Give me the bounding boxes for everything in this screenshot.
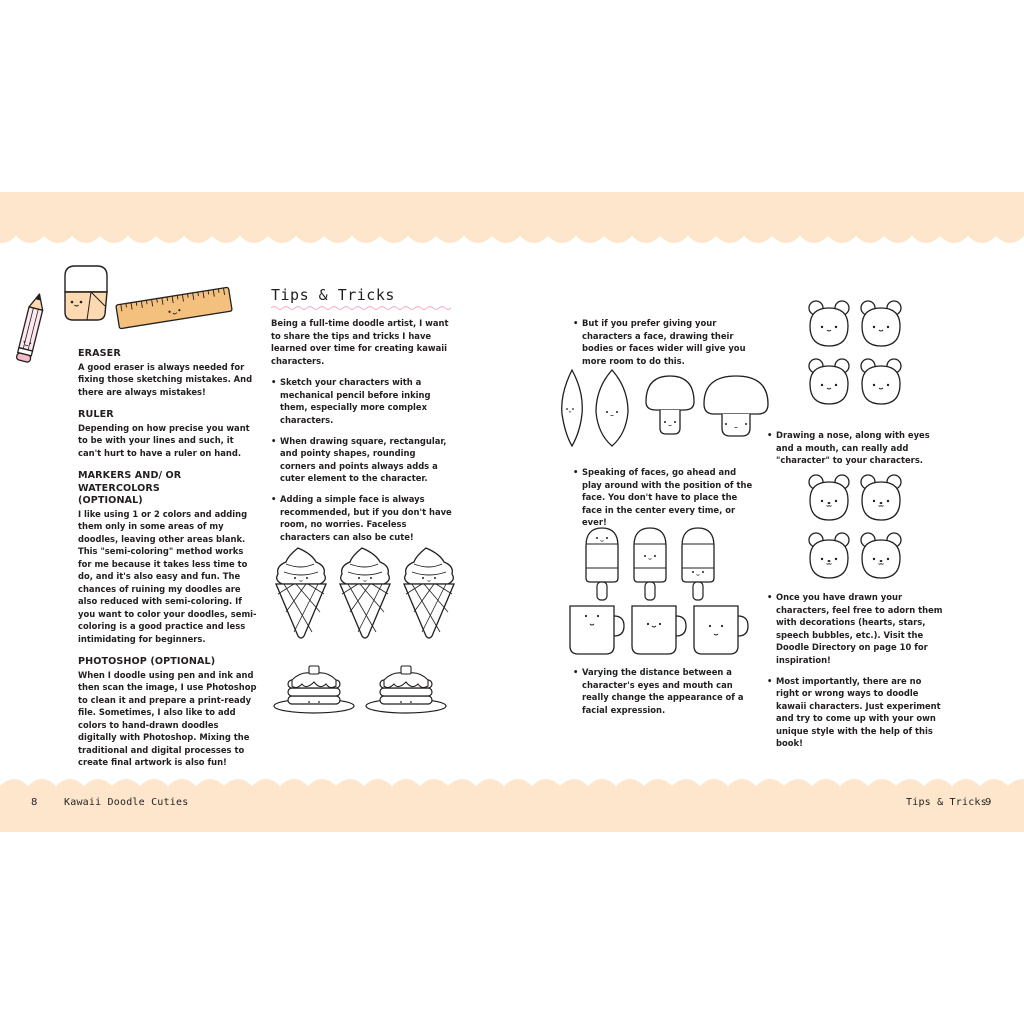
tip-item: • When drawing square, rectangular, and pointy shapes, rounding corners and points always adds a cuter element to the character.	[271, 435, 453, 485]
tip-item: • Speaking of faces, go ahead and play around with the position of the face. You don't have to place the face in the center every time, or ever!	[573, 466, 753, 529]
mugs-illustration	[566, 602, 750, 658]
supply-markers	[78, 470, 258, 645]
pancakes-illustration	[272, 660, 452, 716]
tip-item: • Sketch your characters with a mechanical pencil before inking them, especially more complex characters.	[271, 376, 453, 426]
supply-body: A good eraser is always needed for fixing those sketching mistakes. And there are always mistakes!	[78, 361, 253, 397]
tip-item: • Adding a simple face is always recommended, but if you don't have room, no worries. Faceless characters can also be cute!	[271, 493, 453, 543]
tips-column	[271, 317, 453, 552]
right-running-title: Tips & Tricks	[906, 797, 987, 808]
title-wavy-underline	[271, 305, 451, 311]
supply-body: I like using 1 or 2 colors and adding them only in some areas of my doodles, leaving other areas blank. This "semi-coloring" method works for me because it takes less time to do, and it's also easy and fun. The chances of ruining my doodles are also reduced with semi-coloring. If you want to color your doodles, semi-coloring is a good practice and less intimidating for beginners.	[78, 508, 257, 644]
popsicles-illustration	[580, 526, 732, 604]
supply-heading: MARKERS AND/ OR WATERCOLORS (OPTIONAL)	[78, 470, 182, 506]
supply-eraser	[78, 348, 258, 398]
pencil-illustration	[14, 290, 48, 366]
left-page-number: 8	[31, 797, 38, 808]
supply-photoshop	[78, 656, 258, 769]
bear-faces-illustration	[800, 298, 910, 416]
tip-item: • Most importantly, there are no right or wrong ways to doodle kawaii characters. Just experiment and try to come up with your own unique style with the help of this book!	[767, 675, 947, 750]
ice-cream-cones-illustration	[268, 542, 468, 642]
tip-item: • Varying the distance between a character's eyes and mouth can really change the appearance of a facial expression.	[573, 666, 753, 716]
tips-title: Tips & Tricks	[271, 286, 395, 304]
supply-ruler	[78, 409, 258, 459]
right-page-number: 9	[985, 797, 992, 808]
right-tip-4	[767, 429, 947, 475]
supply-heading: PHOTOSHOP (OPTIONAL)	[78, 656, 216, 667]
supplies-column	[78, 348, 258, 780]
supply-body: When I doodle using pen and ink and then scan the image, I use Photoshop to clean it and prepare a print-ready file. Sometimes, I also like to add colors to hand-drawn doodles digitally with Photoshop. Mixing the traditional and digital processes to create final artwork is also fun!	[78, 669, 257, 767]
leaves-mushrooms-illustration	[556, 364, 774, 450]
book-spread	[0, 192, 1024, 832]
right-col2-tips	[767, 591, 947, 758]
ruler-illustration	[113, 286, 235, 330]
tips-intro: Being a full-time doodle artist, I want to share the tips and tricks I have learned over time for creating kawaii characters.	[271, 318, 449, 366]
tip-item: • Once you have drawn your characters, feel free to adorn them with decorations (hearts, stars, speech bubbles, etc.). Visit the Doodle Directory on page 10 for inspiration!	[767, 591, 947, 666]
supply-body: Depending on how precise you want to be with your lines and such, it can't hurt to have a ruler on hand.	[78, 422, 250, 458]
left-running-title: Kawaii Doodle Cuties	[64, 797, 189, 808]
tip-item: • Drawing a nose, along with eyes and a mouth, can really add "character" to your characters.	[767, 429, 947, 467]
supply-heading: ERASER	[78, 348, 121, 359]
eraser-illustration	[57, 262, 111, 324]
tips-list	[271, 376, 453, 543]
right-tip-3	[573, 666, 753, 725]
top-scallop-band	[0, 192, 1024, 248]
supply-heading: RULER	[78, 409, 114, 420]
bear-faces-with-nose-illustration	[800, 472, 910, 590]
tip-item: • But if you prefer giving your characters a face, drawing their bodies or faces wider will give you more room to do this.	[573, 317, 753, 367]
